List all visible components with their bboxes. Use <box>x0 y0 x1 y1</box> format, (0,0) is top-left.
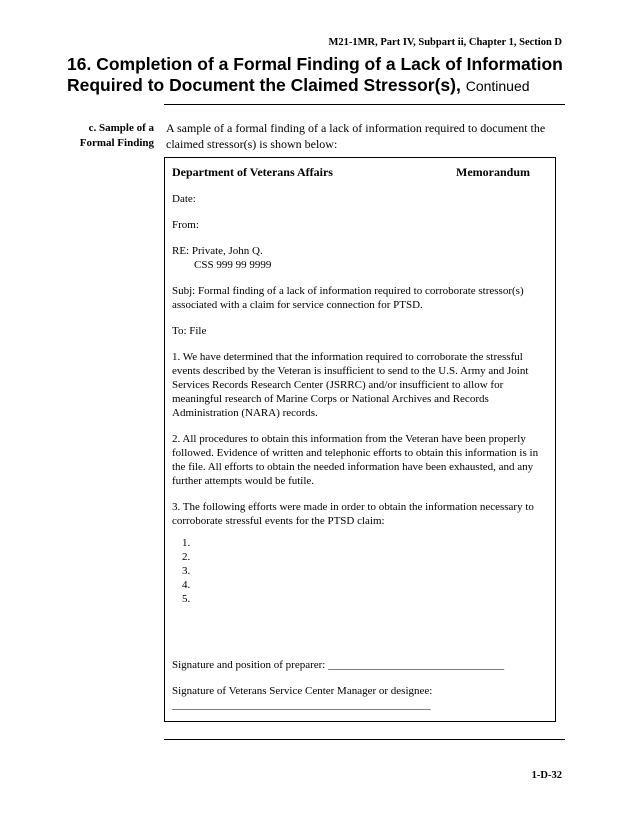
memo-paragraph-3: 3. The following efforts were made in order to obtain the information necessary to corroborate stressful events for the PTSD claim: <box>172 501 534 527</box>
memo-paragraph-1: 1. We have determined that the information required to corroborate the stressful events described by the Veteran is insufficient to send to the U.S. Army and Joint Services Records Research Center (JSRRC) and/or insufficient to allow for meaningful research of Marine Corps or National Archives and Records Administration (NARA) records. <box>172 351 529 419</box>
header-reference: M21-1MR, Part IV, Subpart ii, Chapter 1, Section D <box>328 37 562 48</box>
block-label-line1: c. Sample of a <box>88 122 154 134</box>
efforts-list-item: 3. <box>182 565 191 577</box>
signature-manager-label: Signature of Veterans Service Center Manager or designee: <box>172 685 433 697</box>
efforts-list-item: 2. <box>182 551 191 563</box>
efforts-list-item: 4. <box>182 579 191 591</box>
memo-subject: Subj: Formal finding of a lack of information required to corroborate stressor(s) associated with a claim for service connection for PTSD. <box>172 285 524 311</box>
signature-preparer: Signature and position of preparer: ________________________________ <box>172 659 505 671</box>
blank-space <box>172 606 555 658</box>
memo-re-css: CSS 999 99 9999 <box>194 259 272 271</box>
memo-re <box>172 244 550 272</box>
memo-to: To: File <box>172 325 207 337</box>
memo-paragraph-2: 2. All procedures to obtain this information from the Veteran have been properly followed. Evidence of written and telephonic efforts to obtain this information is in the file. All efforts to obtain the needed information have been exhausted, and any further attempts would be futile. <box>172 433 539 487</box>
sample-memo <box>164 157 556 722</box>
signature-manager-line: _______________________________________________ <box>172 699 431 711</box>
efforts-list-item: 5. <box>182 593 191 605</box>
efforts-list <box>172 536 555 606</box>
memo-department: Department of Veterans Affairs <box>172 165 333 179</box>
top-divider <box>164 104 565 105</box>
page-number: 1-D-32 <box>531 770 562 781</box>
intro-text: A sample of a formal finding of a lack of information required to document the claimed stressor(s) is shown below: <box>166 121 546 151</box>
page-title <box>67 54 567 97</box>
title-continued: Continued <box>465 78 530 94</box>
signature-manager <box>172 684 550 712</box>
memo-header <box>172 164 530 180</box>
block-label-line2: Formal Finding <box>79 137 154 149</box>
memo-re-name: RE: Private, John Q. <box>172 245 263 257</box>
memo-date: Date: <box>172 193 196 205</box>
bottom-divider <box>164 739 565 740</box>
efforts-list-item: 1. <box>182 537 191 549</box>
memo-type: Memorandum <box>456 165 530 179</box>
title-main: 16. Completion of a Formal Finding of a Lack of Information Required to Document the Claimed Stressor(s), <box>67 54 563 95</box>
block-label <box>58 121 154 151</box>
memo-from: From: <box>172 219 199 231</box>
